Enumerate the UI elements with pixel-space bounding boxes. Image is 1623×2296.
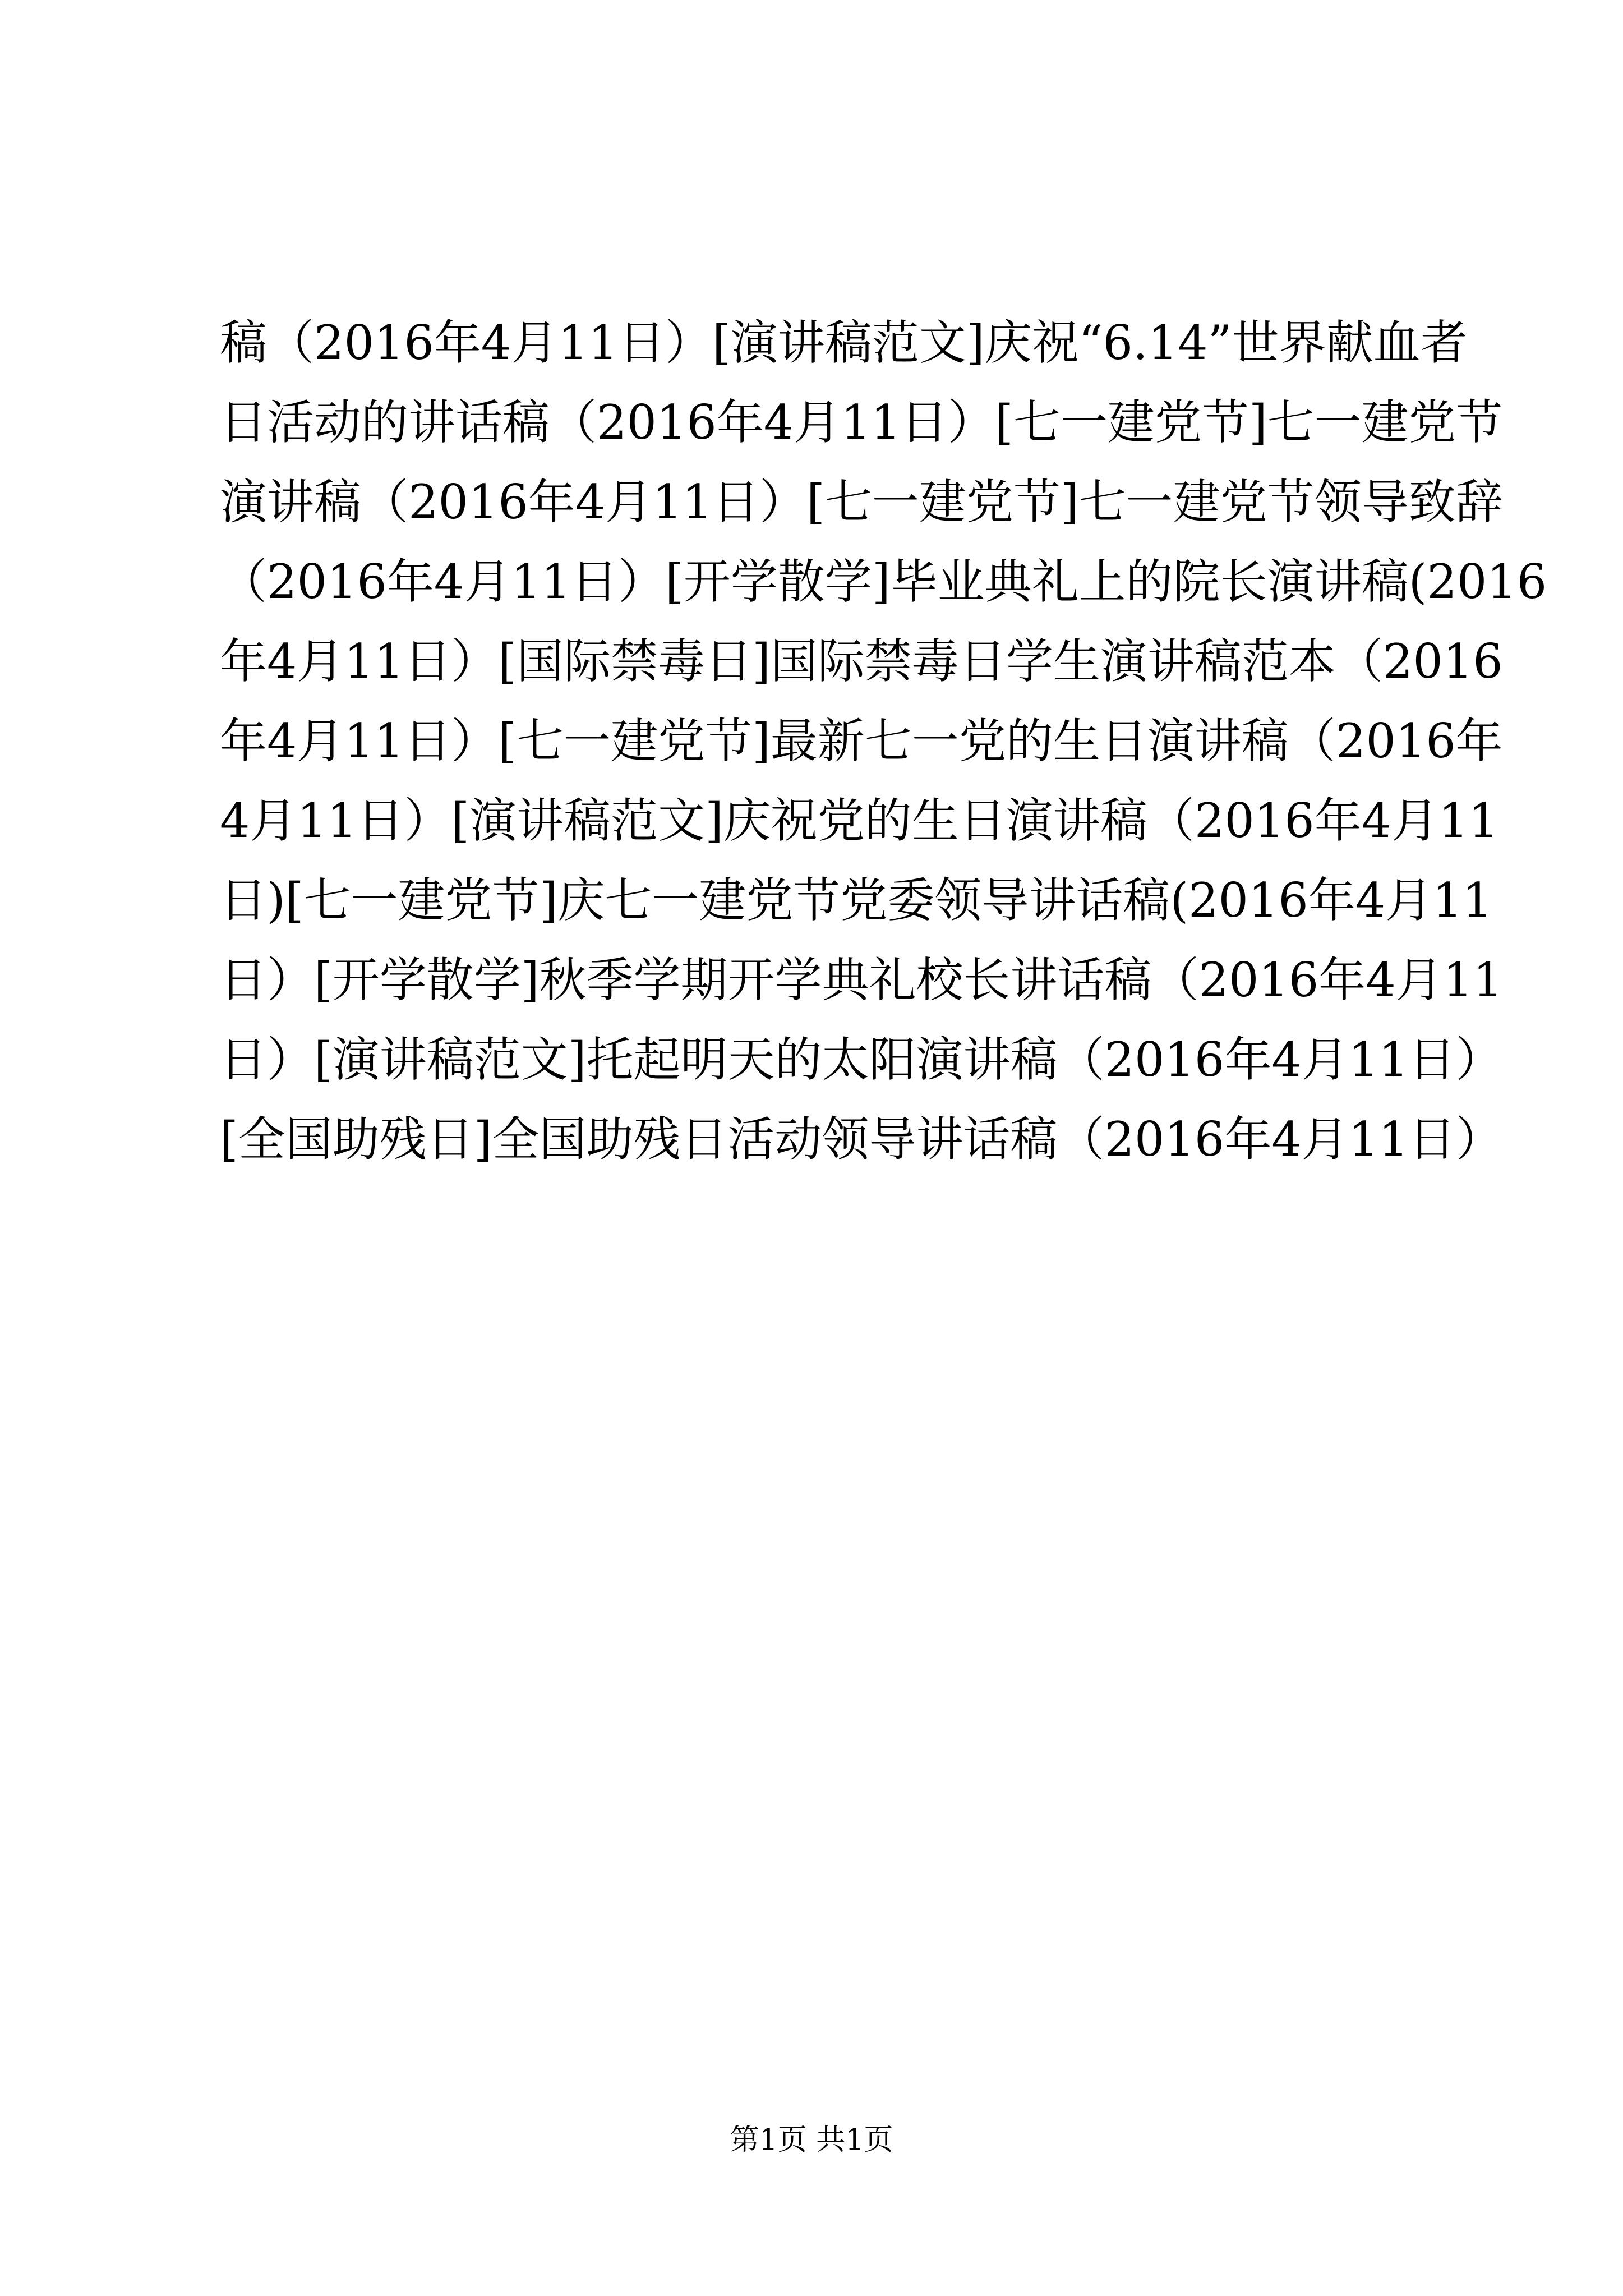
text-line: 年4月11日）[七一建党节]最新七一党的生日演讲稿（2016年 bbox=[220, 714, 1503, 769]
text-line: 日）[演讲稿范文]托起明天的太阳演讲稿（2016年4月11日） bbox=[220, 1032, 1503, 1087]
text-line: （2016年4月11日）[开学散学]毕业典礼上的院长演讲稿(2016 bbox=[220, 554, 1547, 609]
text-line: 日）[开学散学]秋季学期开学典礼校长讲话稿（2016年4月11 bbox=[220, 953, 1503, 1007]
text-line: 稿（2016年4月11日）[演讲稿范文]庆祝“6.14”世界献血者 bbox=[220, 315, 1468, 370]
text-line: [全国助残日]全国助残日活动领导讲话稿（2016年4月11日） bbox=[220, 1112, 1503, 1167]
text-line: 日活动的讲话稿（2016年4月11日）[七一建党节]七一建党节 bbox=[220, 395, 1503, 450]
document-body bbox=[220, 303, 1547, 1179]
text-line: 日)[七一建党节]庆七一建党节党委领导讲话稿(2016年4月11 bbox=[220, 873, 1493, 928]
page-number-footer: 第1页 共1页 bbox=[730, 2123, 893, 2157]
text-line: 4月11日）[演讲稿范文]庆祝党的生日演讲稿（2016年4月11 bbox=[220, 793, 1498, 848]
text-line: 演讲稿（2016年4月11日）[七一建党节]七一建党节领导致辞 bbox=[220, 475, 1503, 530]
text-line: 年4月11日）[国际禁毒日]国际禁毒日学生演讲稿范本（2016 bbox=[220, 634, 1503, 689]
